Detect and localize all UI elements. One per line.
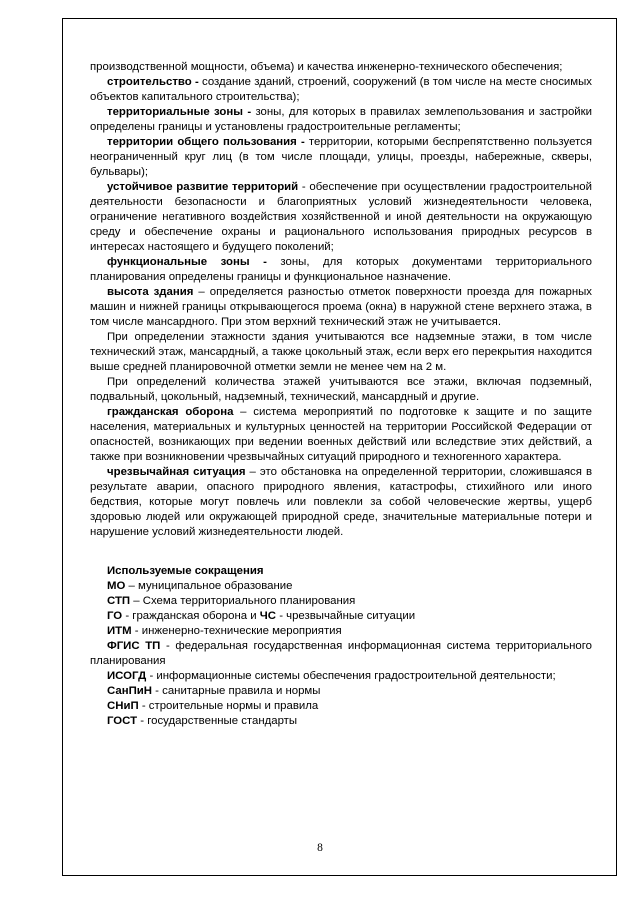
abbreviation-item [90,714,592,729]
definition-paragraph [90,180,592,255]
definition-text: - обеспечение при осуществлении градостроительной деятельности безопасности и благоприятных условий жизнедеятельности человека, ограничение негативного воздействия хозяйственной и иной деятельности на окружающую среду и обеспечение охраны и рационального использования природных ресурсов в интересах настоящего и будущего поколений; [90,181,592,253]
abbreviation-item [90,699,592,714]
page-number: 8 [317,842,323,854]
definition-term: гражданская оборона [107,406,234,418]
definition-text: – это обстановка на определенной территории, сложившаяся в результате аварии, опасного природного явления, катастрофы, стихийного или иного бедствия, которые могут повлечь или повлекли за собой человеческие жертвы, ущерб здоровью людей или окружающей природной среде, значительные материальные потери и нарушение условий жизнедеятельности людей. [90,466,592,538]
definition-term: строительство - [107,76,199,88]
definition-paragraph [90,285,592,330]
abbreviation-item [90,609,592,624]
abbreviation-text: – муниципальное образование [125,580,293,592]
definition-paragraph [90,135,592,180]
definition-text: – система мероприятий по подготовке к защите и по защите населения, материальных и культурных ценностей на территории Российской Федерации от опасностей, возникающих при ведении военных действий или вследствие этих действий, а также при возникновении чрезвычайных ситуаций природного и техногенного характера. [90,406,593,463]
abbreviation-text: – Схема территориального планирования [130,595,356,607]
abbreviations-list [90,579,592,729]
abbreviation-text: - федеральная государственная информационная система территориального планирования [90,640,593,667]
definition-term: территории общего пользования - [107,136,305,148]
abbreviation-term: ГО [107,610,123,622]
definition-paragraph [90,405,592,465]
abbreviation-text: - инженерно-технические мероприятия [131,625,342,637]
definition-text: производственной мощности, объема) и качества инженерно-технического обеспечения; [90,61,563,73]
abbreviation-text: - гражданская оборона и [122,610,260,622]
definition-paragraph [90,375,592,405]
definition-term: функциональные зоны - [107,256,267,268]
abbreviation-item [90,624,592,639]
abbreviation-text: - государственные стандарты [137,715,298,727]
definition-paragraph [90,105,592,135]
abbreviation-term: ИТМ [107,625,132,637]
abbreviation-item [90,669,592,684]
abbreviation-term: МО [107,580,126,592]
abbreviation-item [90,639,592,669]
definition-paragraph [90,255,592,285]
abbreviation-text: - чрезвычайные ситуации [276,610,416,622]
definitions-section [90,60,592,540]
abbreviation-item [90,594,592,609]
abbreviation-term: СанПиН [107,685,152,697]
abbreviation-term: СТП [107,595,131,607]
definition-paragraph [90,60,592,75]
abbreviation-text: - строительные нормы и правила [138,700,319,712]
definition-term: территориальные зоны - [107,106,252,118]
definition-text: зоны, для которых документами территориального планирования определены границы и функциональное назначение. [90,256,592,283]
abbreviation-term: СНиП [107,700,139,712]
abbreviation-text: - санитарные правила и нормы [152,685,321,697]
abbreviation-term: ЧС [259,610,277,622]
abbreviation-term: ГОСТ [107,715,138,727]
definition-term: чрезвычайная ситуация [107,466,246,478]
definition-text: территории, которыми беспрепятственно пользуется неограниченный круг лиц (в том числе площади, улицы, проезды, набережные, скверы, бульвары); [90,136,592,178]
abbreviation-term: ИСОГД [107,670,147,682]
abbreviation-item [90,579,592,594]
section-gap [90,540,592,564]
definition-text: При определении этажности здания учитываются все надземные этажи, в том числе технический этаж, мансардный, а также цокольный этаж, если верх его перекрытия находится выше средней планировочной отметки земли не менее чем на 2 м. [90,331,592,373]
definition-text: При определений количества этажей учитываются все этажи, включая подземный, подвальный, цокольный, надземный, технический, мансардный и другие. [90,376,592,403]
definition-text: создание зданий, строений, сооружений (в том числе на месте сносимых объектов капитального строительства); [90,76,592,103]
definition-text: зоны, для которых в правилах землепользования и застройки определены границы и установлены градостроительные регламенты; [90,106,592,133]
abbreviation-text: - информационные системы обеспечения градостроительной деятельности; [146,670,556,682]
abbreviation-item [90,684,592,699]
definition-paragraph [90,465,592,540]
abbreviations-heading: Используемые сокращения [107,565,264,577]
abbreviation-term: ФГИС ТП [107,640,161,652]
definition-text: – определяется разностью отметок поверхности проезда для пожарных машин и нижней границы открывающегося проема (окна) в наружной стене верхнего этажа, в том числе мансардного. При этом верхний технический этаж не учитывается. [90,286,593,328]
document-body [90,60,592,729]
definition-paragraph [90,330,592,375]
definition-term: высота здания [107,286,194,298]
definition-term: устойчивое развитие территорий [107,181,299,193]
definition-paragraph [90,75,592,105]
